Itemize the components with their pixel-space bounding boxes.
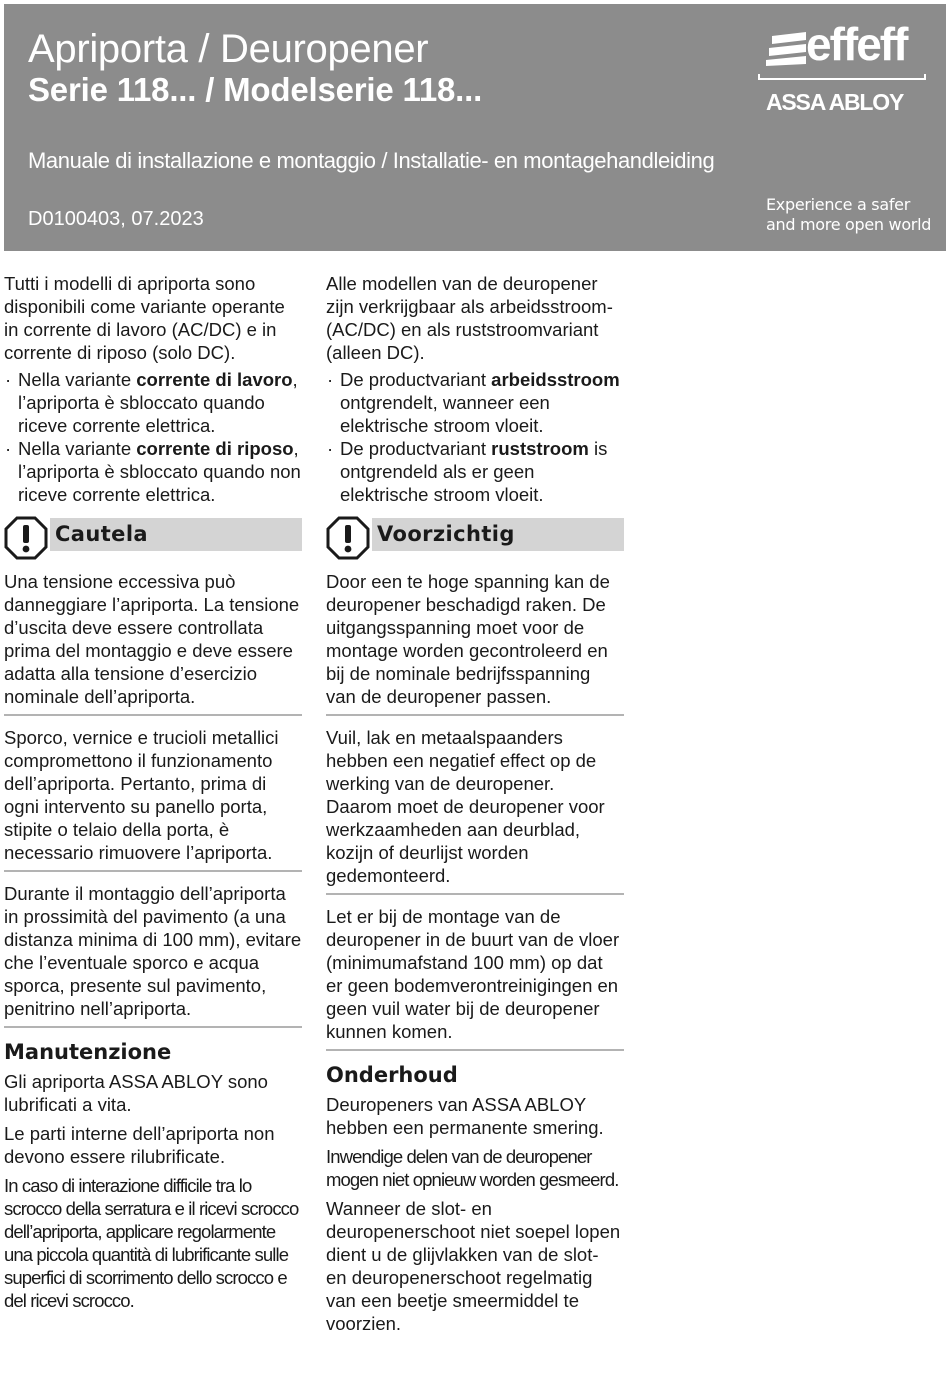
document-number: D0100403, 07.2023 xyxy=(28,208,204,230)
nl-bullet2-pre: De productvariant xyxy=(340,438,492,459)
nl-variant-list xyxy=(326,368,624,506)
document-title: Apriporta / Deuropener xyxy=(28,27,429,71)
tagline-line-1: Experience a safer xyxy=(766,195,910,214)
it-warning-voltage-text: Una tensione eccessiva può danneggiare l’apriporta. La tensione d’uscita deve essere controllata prima del montaggio e deve essere adatta alla tensione d’esercizio nominale dell’apriporta. xyxy=(4,571,300,707)
nl-maint-p3: Wanneer de slot- en deuropenerschoot niet soepel lopen dient u de glijvlakken van de slot- en deuropenerschoot regelmatig van een beetje smeermiddel te voorzien. xyxy=(326,1198,621,1334)
it-bullet2-bold: corrente di riposo xyxy=(136,438,294,459)
it-maint-p3: In caso di interazione difficile tra lo scrocco della serratura e il ricevi scrocco dell’apriporta, applicare regolarmente una piccola quantità di lubrificante sulle superfici di scorrimento dello scrocco e del ricevi scrocco. xyxy=(4,1175,299,1311)
italian-column xyxy=(4,272,302,1312)
nl-warning-dirt-text: Vuil, lak en metaalspaanders hebben een negatief effect op de werking van de deuropener. Daarom moet de deuropener voor werkzaamheden aan deurblad, kozijn of deurlijst worden gedemonteerd. xyxy=(326,727,605,886)
nl-warning-floor-text: Let er bij de montage van de deuropener in de buurt van de vloer (minimumafstand 100 mm) op dat er geen bodemverontreinigingen en geen vuil water bij de deuropener kunnen komen. xyxy=(326,906,620,1042)
it-bullet1-bold: corrente di lavoro xyxy=(136,369,293,390)
effeff-assa-abloy-logo xyxy=(756,18,926,119)
nl-caution-label: Voorzichtig xyxy=(372,518,624,551)
nl-maint-p1: Deuropeners van ASSA ABLOY hebben een permanente smering. xyxy=(326,1094,604,1138)
dutch-column xyxy=(326,272,624,1335)
it-warning-floor-text: Durante il montaggio dell’apriporta in prossimità del pavimento (a una distanza minima di 100 mm), evitare che l’eventuale sporco e acqua sporca, presente sul pavimento, penitrino nell’apriporta. xyxy=(4,883,302,1019)
nl-bullet1-bold: arbeidsstroom xyxy=(491,369,620,390)
logo-divider-right xyxy=(924,74,926,80)
nl-bullet2-post: is ontgrendeld als er geen elektrische stroom vloeit. xyxy=(340,438,608,505)
it-maintenance-title: Manutenzione xyxy=(4,1040,172,1064)
it-bullet2-post: , l’apriporta è sbloccato quando non riceve corrente elettrica. xyxy=(18,438,301,505)
it-intro: Tutti i modelli di apriporta sono disponibili come variante operante in corrente di lavoro (AC/DC) e in corrente di riposo (solo DC). xyxy=(4,273,285,363)
header-banner xyxy=(4,4,946,251)
it-warning-dirt xyxy=(4,726,302,872)
nl-bullet-rest-current xyxy=(326,437,624,506)
it-bullet2-pre: Nella variante xyxy=(18,438,137,459)
it-maint-p1: Gli apriporta ASSA ABLOY sono lubrificati a vita. xyxy=(4,1071,268,1115)
tagline xyxy=(766,195,931,235)
it-variant-list xyxy=(4,368,302,506)
manual-type: Manuale di installazione e montaggio / Installatie- en montagehandleiding xyxy=(28,148,715,173)
logo-divider-left xyxy=(758,74,760,80)
logo-divider xyxy=(758,78,926,80)
nl-warning-voltage xyxy=(326,570,624,716)
warning-icon xyxy=(4,516,48,560)
it-bullet-working-current xyxy=(4,368,302,437)
it-bullet1-pre: Nella variante xyxy=(18,369,137,390)
nl-maintenance-title: Onderhoud xyxy=(326,1063,458,1087)
nl-warning-floor xyxy=(326,905,624,1051)
document-subtitle: Serie 118... / Modelserie 118... xyxy=(28,71,483,108)
it-warning-floor xyxy=(4,882,302,1028)
warning-icon xyxy=(326,516,370,560)
nl-bullet1-post: ontgrendelt, wanneer een elektrische stroom vloeit. xyxy=(340,392,550,436)
it-bullet-rest-current xyxy=(4,437,302,506)
it-bullet1-post: , l’apriporta è sbloccato quando riceve corrente elettrica. xyxy=(18,369,298,436)
it-warning-dirt-text: Sporco, vernice e trucioli metallici compromettono il funzionamento dell’apriporta. Pertanto, prima di ogni intervento su panello porta, stipite o telaio della porta, è necessario rimuovere l’apriporta. xyxy=(4,727,279,863)
nl-intro: Alle modellen van de deuropener zijn verkrijgbaar als arbeidsstroom- (AC/DC) en als ruststroomvariant (alleen DC). xyxy=(326,273,613,363)
logo-effeff-text: effeff xyxy=(806,18,907,70)
nl-bullet1-pre: De productvariant xyxy=(340,369,492,390)
tagline-line-2: and more open world xyxy=(766,215,932,234)
effeff-mark-icon xyxy=(766,30,806,66)
nl-bullet2-bold: ruststroom xyxy=(491,438,589,459)
nl-warning-dirt xyxy=(326,726,624,895)
logo-assa-abloy-text: ASSA ABLOY xyxy=(766,89,904,115)
it-maint-p2: Le parti interne dell’apriporta non devono essere rilubrificate. xyxy=(4,1123,275,1167)
nl-maint-p2: Inwendige delen van de deuropener mogen niet opnieuw worden gesmeerd. xyxy=(326,1146,619,1190)
it-caution-header xyxy=(4,516,302,562)
it-caution-label: Cautela xyxy=(50,518,302,551)
nl-caution-header xyxy=(326,516,624,562)
nl-warning-voltage-text: Door een te hoge spanning kan de deuropener beschadigd raken. De uitgangsspanning moet voor de montage worden gecontroleerd en bij de nominale bedrijfsspanning van de deuropener passen. xyxy=(326,571,610,707)
it-warning-voltage xyxy=(4,570,302,716)
nl-bullet-working-current xyxy=(326,368,624,437)
